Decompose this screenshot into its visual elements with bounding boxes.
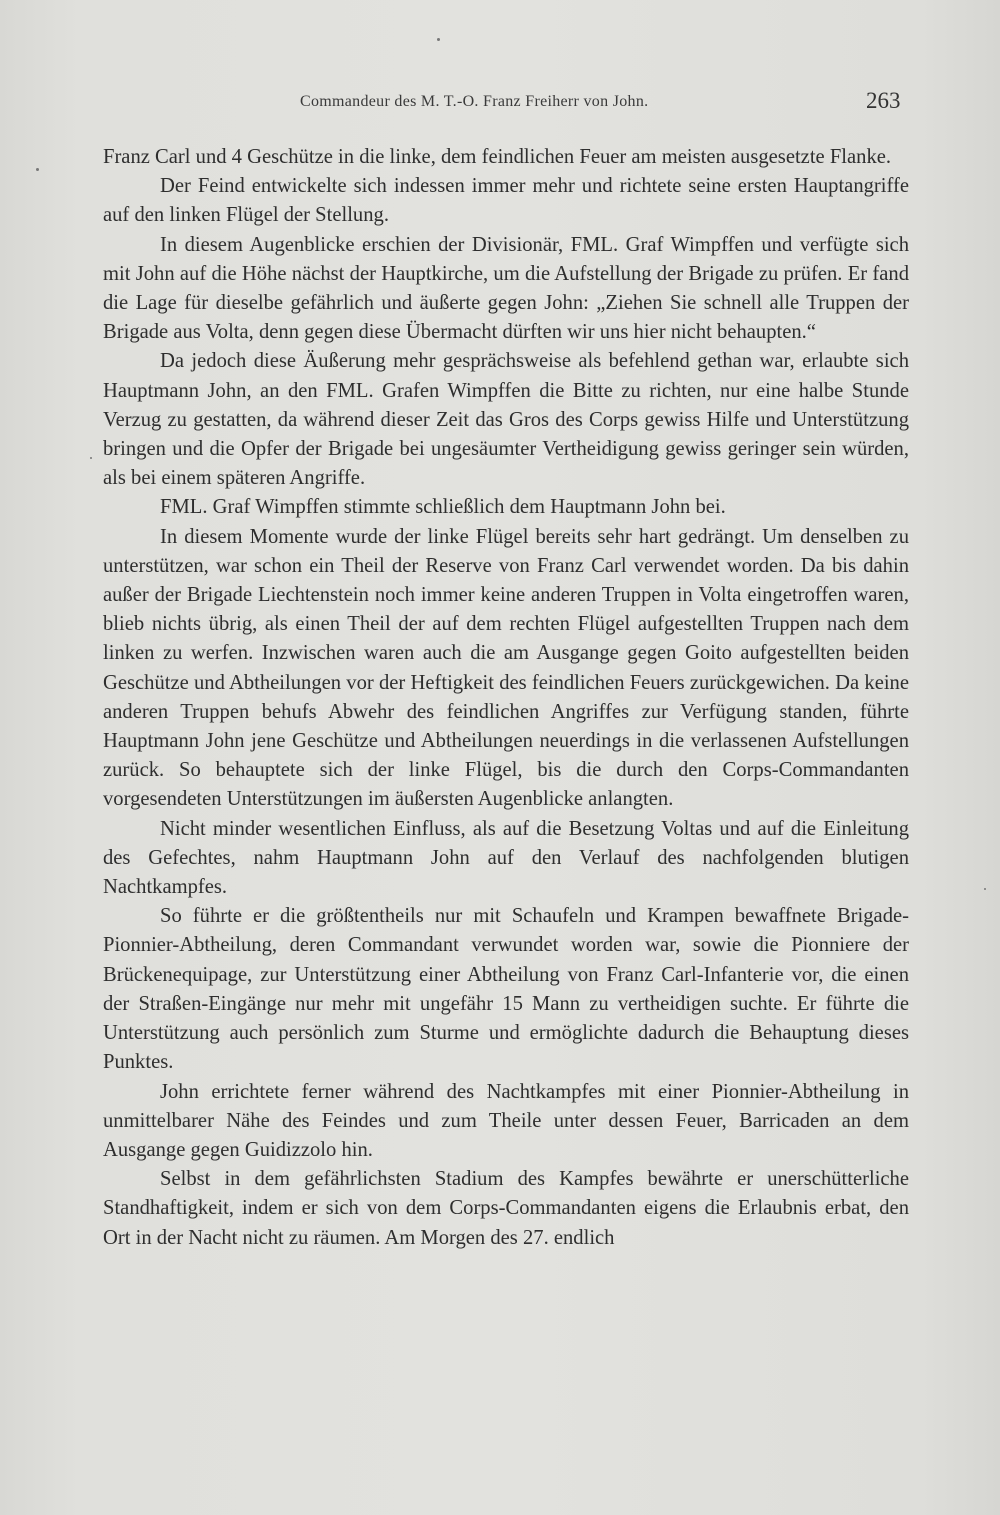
paragraph-2: Der Feind entwickelte sich indessen immer mehr und richtete seine ersten Hauptangriffe auf den linken Flügel der Stellung. xyxy=(103,175,909,227)
paper-speck xyxy=(437,38,440,41)
paper-speck xyxy=(36,168,39,171)
paragraph-10: Selbst in dem gefährlichsten Stadium des Kampfes bewährte er unerschütterliche Standhaftigkeit, indem er sich von dem Corps-Commandanten eigens die Erlaubnis erbat, den Ort in der Nacht nicht zu räumen. Am Morgen des 27. endlich xyxy=(103,1168,909,1249)
paragraph-6: In diesem Momente wurde der linke Flügel bereits sehr hart gedrängt. Um denselben zu unterstützen, war schon ein Theil der Reserve von Franz Carl verwendet worden. Da bis dahin außer der Brigade Liechtenstein noch immer keine anderen Truppen in Volta eingetroffen waren, blieb nichts übrig, als einen Theil der auf dem rechten Flügel aufgestellten Truppen nach dem linken zu werfen. Inzwischen waren auch die am Ausgange gegen Goito aufgestellten beiden Geschütze und Abtheilungen vor der Heftigkeit des feindlichen Feuers zurückgewichen. Da keine anderen Truppen behufs Abwehr des feindlichen Angriffes zur Verfügung standen, führte Hauptmann John jene Geschütze und Abtheilungen neuerdings in die verlassenen Aufstellungen zurück. So behauptete sich der linke Flügel, bis die durch den Corps-Commandanten vorgesendeten Unterstützungen im äußersten Augenblicke anlangten. xyxy=(103,525,909,811)
paragraph-5: FML. Graf Wimpffen stimmte schließlich dem Hauptmann John bei. xyxy=(160,496,726,519)
paper-speck xyxy=(90,457,92,459)
body-text xyxy=(103,143,909,1253)
running-title: Commandeur des M. T.-O. Franz Freiherr von John. xyxy=(300,93,649,110)
paragraph-3: In diesem Augenblicke erschien der Divisionär, FML. Graf Wimpffen und verfügte sich mit John auf die Höhe nächst der Hauptkirche, um die Aufstellung der Brigade zu prüfen. Er fand die Lage für dieselbe gefährlich und äußerte gegen John: „Ziehen Sie schnell alle Truppen der Brigade aus Volta, denn gegen diese Übermacht dürften wir uns hier nicht behaupten.“ xyxy=(103,233,909,344)
paragraph-7: Nicht minder wesentlichen Einfluss, als auf die Besetzung Voltas und auf die Einleitung des Gefechtes, nahm Hauptmann John auf den Verlauf des nachfolgenden blutigen Nachtkampfes. xyxy=(103,817,909,899)
paragraph-8: So führte er die größtentheils nur mit Schaufeln und Krampen bewaffnete Brigade-Pionnier-Abtheilung, deren Commandant verwundet worden war, sowie die Pionniere der Brückenequipage, zur Unterstützung einer Abtheilung von Franz Carl-Infanterie vor, die einen der Straßen-Eingänge nur mehr mit ungefähr 15 Mann zu vertheidigen suchte. Er führte die Unterstützung auch persönlich zum Sturme und ermöglichte dadurch die Behauptung dieses Punktes. xyxy=(103,905,909,1074)
paragraph-1: Franz Carl und 4 Geschütze in die linke, dem feindlichen Feuer am meisten ausgesetzte Flanke. xyxy=(103,146,892,168)
paragraph-9: John errichtete ferner während des Nachtkampfes mit einer Pionnier-Abtheilung in unmittelbarer Nähe des Feindes und zum Theile unter dessen Feuer, Barricaden an dem Ausgange gegen Guidizzolo hin. xyxy=(103,1080,909,1161)
page-number: 263 xyxy=(866,88,901,113)
paragraph-4: Da jedoch diese Äußerung mehr gesprächsweise als befehlend gethan war, erlaubte sich Hauptmann John, an den FML. Grafen Wimpffen die Bitte zu richten, nur eine halbe Stunde Verzug zu gestatten, da während dieser Zeit das Gros des Corps gewiss Hilfe und Unterstützung bringen und die Opfer der Brigade bei ungesäumter Vertheidigung gewiss geringer sein würden, als bei einem späteren Angriffe. xyxy=(103,350,909,490)
paper-speck xyxy=(984,888,986,890)
